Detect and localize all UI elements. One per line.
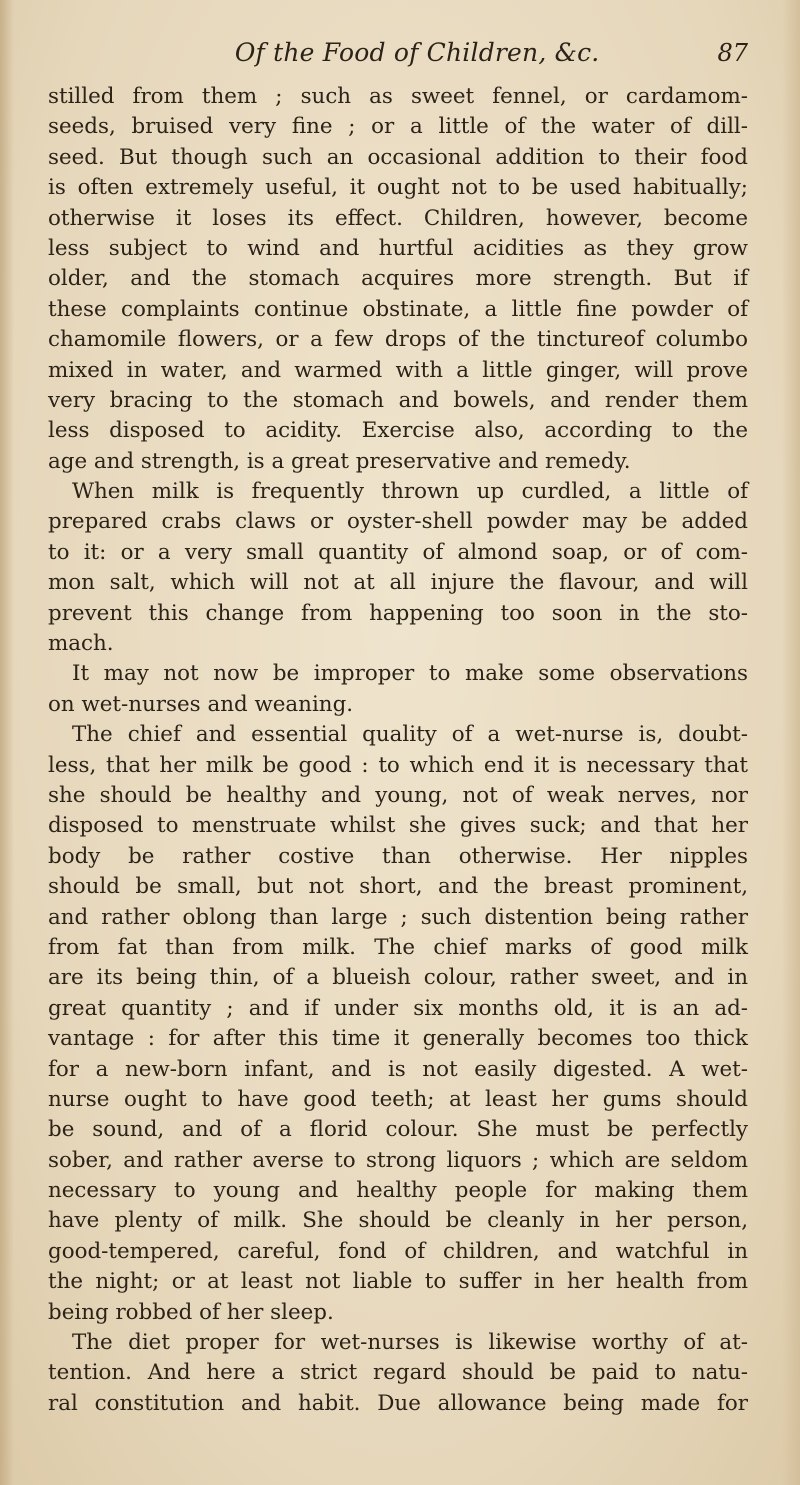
- text-line: stilled from them ; such as sweet fennel, or cardamom-: [48, 84, 748, 109]
- text-line: The chief and essential quality of a wet-nurse is, doubt-: [72, 722, 748, 748]
- text-line: very bracing to the stomach and bowels, and render them: [48, 387, 748, 413]
- text-line: It may not now be improper to make some observations: [72, 661, 748, 687]
- page-gutter-shadow: [0, 0, 14, 1485]
- text-line: are its being thin, of a blueish colour, rather sweet, and in: [48, 965, 748, 991]
- text-line: tention. And here a strict regard should be paid to natu-: [48, 1360, 748, 1386]
- text-line: less subject to wind and hurtful acidities as they grow: [48, 235, 748, 261]
- text-line: prevent this change from happening too soon in the sto-: [48, 600, 748, 626]
- text-line: good-tempered, careful, fond of children, and watchful in: [48, 1238, 748, 1264]
- text-line: have plenty of milk. She should be cleanly in her person,: [48, 1208, 748, 1234]
- page-edge-shadow: [782, 0, 800, 1485]
- text-line: age and strength, is a great preservative and remedy.: [48, 448, 631, 474]
- text-line: to it: or a very small quantity of almond soap, or of com-: [48, 539, 748, 565]
- text-line: mon salt, which will not at all injure the flavour, and will: [48, 570, 748, 596]
- text-line: great quantity ; and if under six months old, it is an ad-: [48, 995, 748, 1021]
- text-line: is often extremely useful, it ought not to be used habitually;: [48, 175, 748, 201]
- text-line: disposed to menstruate whilst she gives suck; and that her: [48, 813, 748, 839]
- text-line: The diet proper for wet-nurses is likewise worthy of at-: [72, 1330, 748, 1356]
- text-line: mixed in water, and warmed with a little ginger, will prove: [48, 357, 748, 383]
- text-line: ral constitution and habit. Due allowance being made for: [48, 1390, 748, 1416]
- text-line: mach.: [48, 631, 114, 657]
- text-line: and rather oblong than large ; such distention being rather: [48, 904, 748, 930]
- body-text: [48, 82, 748, 1419]
- text-line: on wet-nurses and weaning.: [48, 691, 354, 717]
- text-line: nurse ought to have good teeth; at least her gums should: [48, 1086, 748, 1112]
- text-line: vantage : for after this time it generally becomes too thick: [48, 1026, 748, 1052]
- text-line: for a new-born infant, and is not easily digested. A wet-: [48, 1056, 748, 1082]
- text-line: sober, and rather averse to strong liquors ; which are seldom: [48, 1147, 748, 1173]
- text-line: When milk is frequently thrown up curdled, a little of: [72, 479, 748, 505]
- running-title: Of the Food of Children, &c.: [234, 38, 600, 67]
- text-line: from fat than from milk. The chief marks of good milk: [48, 934, 748, 960]
- text-line: prepared crabs claws or oyster-shell powder may be added: [48, 509, 748, 535]
- text-line: otherwise it loses its effect. Children, however, become: [48, 205, 748, 231]
- page-number: 87: [717, 39, 748, 67]
- running-head: [48, 38, 748, 78]
- text-line: less, that her milk be good : to which end it is necessary that: [48, 752, 748, 778]
- text-line: being robbed of her sleep.: [48, 1299, 334, 1325]
- text-line: these complaints continue obstinate, a little fine powder of: [48, 296, 748, 322]
- text-line: the night; or at least not liable to suffer in her health from: [48, 1269, 748, 1295]
- text-line: older, and the stomach acquires more strength. But if: [48, 266, 748, 292]
- text-line: should be small, but not short, and the breast prominent,: [48, 874, 748, 900]
- text-line: necessary to young and healthy people for making them: [48, 1178, 748, 1204]
- text-line: seed. But though such an occasional addition to their food: [48, 144, 748, 170]
- text-line: she should be healthy and young, not of weak nerves, nor: [48, 782, 748, 808]
- text-line: be sound, and of a florid colour. She must be perfectly: [48, 1117, 748, 1143]
- text-line: seeds, bruised very fine ; or a little of the water of dill-: [48, 114, 748, 140]
- text-line: less disposed to acidity. Exercise also, according to the: [48, 418, 748, 444]
- text-line: chamomile flowers, or a few drops of the tinctureof columbo: [48, 327, 748, 353]
- text-line: body be rather costive than otherwise. Her nipples: [48, 843, 748, 869]
